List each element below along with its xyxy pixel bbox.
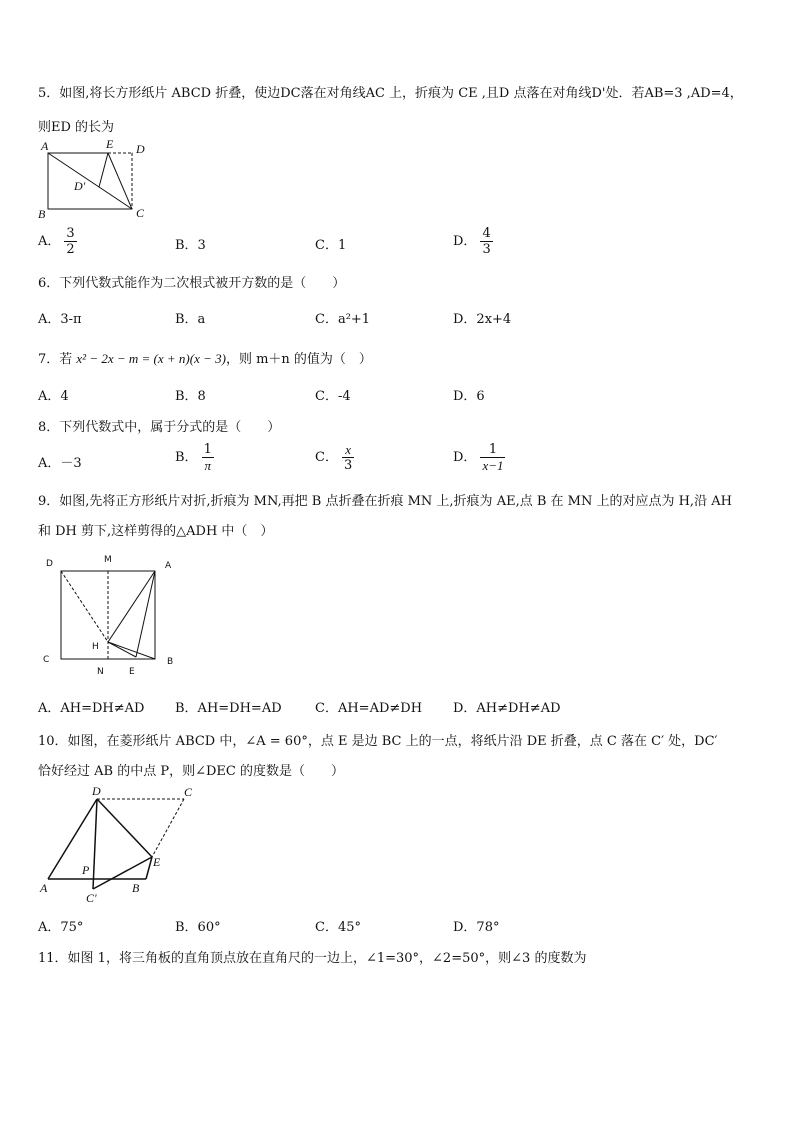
q7-text: 7．若 x² − 2x − m = (x + n)(x − 3)，则 m＋n 的值为（ ）	[38, 351, 372, 367]
q9-label-H: H	[92, 642, 99, 652]
q10-option-c[interactable]: C．45°	[315, 920, 361, 935]
q8-option-c[interactable]: C． $\frac{x}{3}$	[315, 442, 353, 473]
q9-label-B: B	[167, 657, 174, 667]
q7-option-b[interactable]: B．8	[175, 389, 206, 404]
q10-figure	[36, 782, 211, 907]
q5-option-a[interactable]: A． $\frac{3}{2}$	[38, 226, 75, 257]
q5-label-Dprime: D'	[74, 179, 86, 193]
q9-label-C: C	[43, 655, 50, 665]
q9-figure	[40, 552, 180, 680]
q7-option-c[interactable]: C．-4	[315, 389, 351, 404]
q5-option-b[interactable]: B．3	[175, 238, 206, 253]
q9-label-D: D	[46, 559, 53, 569]
q9-label-E: E	[129, 667, 135, 677]
q10-line2: 恰好经过 AB 的中点 P，则∠DEC 的度数是（ ）	[38, 764, 344, 779]
q5-label-D: D	[136, 142, 145, 156]
q10-label-C: C	[184, 785, 193, 799]
q5-label-C: C	[136, 206, 145, 220]
q8-option-a[interactable]: A．－3	[38, 456, 82, 471]
q9-option-a[interactable]: A．AH=DH≠AD	[38, 701, 145, 716]
q10-label-Cprime: C'	[86, 891, 97, 905]
q6-text: 6．下列代数式能作为二次根式被开方数的是（ ）	[38, 276, 346, 291]
q5-label-E: E	[106, 138, 114, 151]
q10-label-D: D	[92, 784, 101, 798]
q9-label-N: N	[97, 667, 104, 677]
q9-label-M: M	[104, 555, 112, 565]
q5-option-d[interactable]: D． $\frac{4}{3}$	[453, 226, 491, 257]
q10-option-a[interactable]: A．75°	[38, 920, 84, 935]
q5-line2: 则ED 的长为	[38, 120, 115, 135]
q11-text: 11．如图 1，将三角板的直角顶点放在直角尺的一边上，∠1=30°，∠2=50°，则∠3 的度数为	[38, 951, 587, 966]
q8-option-d[interactable]: D． $\frac{1}{x-1}$	[453, 442, 504, 473]
q7-formula: x² − 2x − m = (x + n)(x − 3)	[76, 351, 226, 366]
q10-label-E: E	[153, 855, 161, 869]
q8-option-b[interactable]: B． $\frac{1}{\pi}$	[175, 442, 212, 473]
q9-option-c[interactable]: C．AH=AD≠DH	[315, 701, 423, 716]
q8-text: 8．下列代数式中，属于分式的是（ ）	[38, 420, 281, 435]
q5-label-A: A	[41, 139, 49, 153]
q9-line1: 9．如图,先将正方形纸片对折,折痕为 MN,再把 B 点折叠在折痕 MN 上,折痕为 AE,点 B 在 MN 上的对应点为 H,沿 AH	[38, 494, 732, 509]
q6-option-d[interactable]: D．2x+4	[453, 312, 512, 327]
q10-line1: 10．如图，在菱形纸片 ABCD 中，∠A = 60°，点 E 是边 BC 上的一点，将纸片沿 DE 折叠，点 C 落在 C′ 处，DC′	[38, 734, 718, 749]
q9-option-d[interactable]: D．AH≠DH≠AD	[453, 701, 561, 716]
q10-option-d[interactable]: D．78°	[453, 920, 500, 935]
q10-label-A: A	[40, 881, 48, 895]
q5-figure	[36, 138, 156, 222]
q6-option-a[interactable]: A．3-π	[38, 312, 82, 327]
q5-label-B: B	[38, 207, 46, 221]
q5-option-c[interactable]: C．1	[315, 238, 347, 253]
q6-option-c[interactable]: C．a²+1	[315, 312, 371, 327]
q10-option-b[interactable]: B．60°	[175, 920, 221, 935]
q9-line2: 和 DH 剪下,这样剪得的△ADH 中（ ）	[38, 524, 274, 539]
q10-label-P: P	[82, 863, 90, 877]
q9-label-A: A	[165, 561, 172, 571]
q6-option-b[interactable]: B．a	[175, 312, 206, 327]
q10-label-B: B	[132, 881, 140, 895]
q5-line1: 5．如图,将长方形纸片 ABCD 折叠，使边DC落在对角线AC 上，折痕为 CE ,且D 点落在对角线D'处．若AB=3 ,AD=4，	[38, 86, 743, 101]
q7-option-a[interactable]: A．4	[38, 389, 69, 404]
q9-option-b[interactable]: B．AH=DH=AD	[175, 701, 282, 716]
q7-option-d[interactable]: D．6	[453, 389, 485, 404]
